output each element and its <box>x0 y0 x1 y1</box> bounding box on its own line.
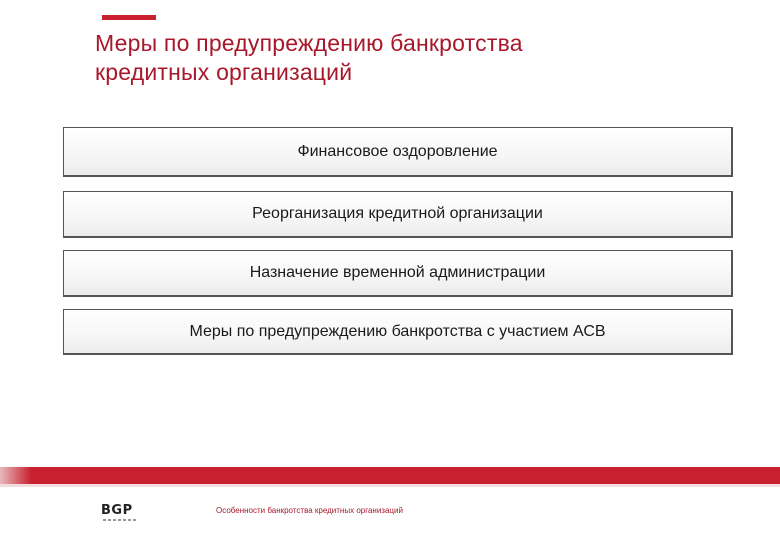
measure-box-temporary-administration <box>63 250 733 297</box>
slide-title <box>95 29 735 87</box>
measure-box-label: Меры по предупреждению банкротства с участием АСВ <box>189 322 606 340</box>
company-logo-tagline <box>103 519 137 521</box>
measure-box-financial-recovery <box>63 127 733 177</box>
measure-box-label: Реорганизация кредитной организации <box>252 205 543 222</box>
slide-title-line-2: кредитных организаций <box>95 59 353 85</box>
measure-box-label: Финансовое оздоровление <box>297 142 498 160</box>
company-logo: BGP <box>101 503 133 518</box>
title-accent-bar <box>102 15 156 20</box>
measure-box-dia-participation <box>63 309 733 355</box>
footer-divider <box>0 484 780 487</box>
slide-title-line-1: Меры по предупреждению банкротства <box>95 30 523 56</box>
footer-caption: Особенности банкротства кредитных организаций <box>216 506 403 515</box>
measure-box-label: Назначение временной администрации <box>249 264 546 281</box>
footer-band <box>0 467 780 484</box>
measure-box-reorganization <box>63 191 733 238</box>
